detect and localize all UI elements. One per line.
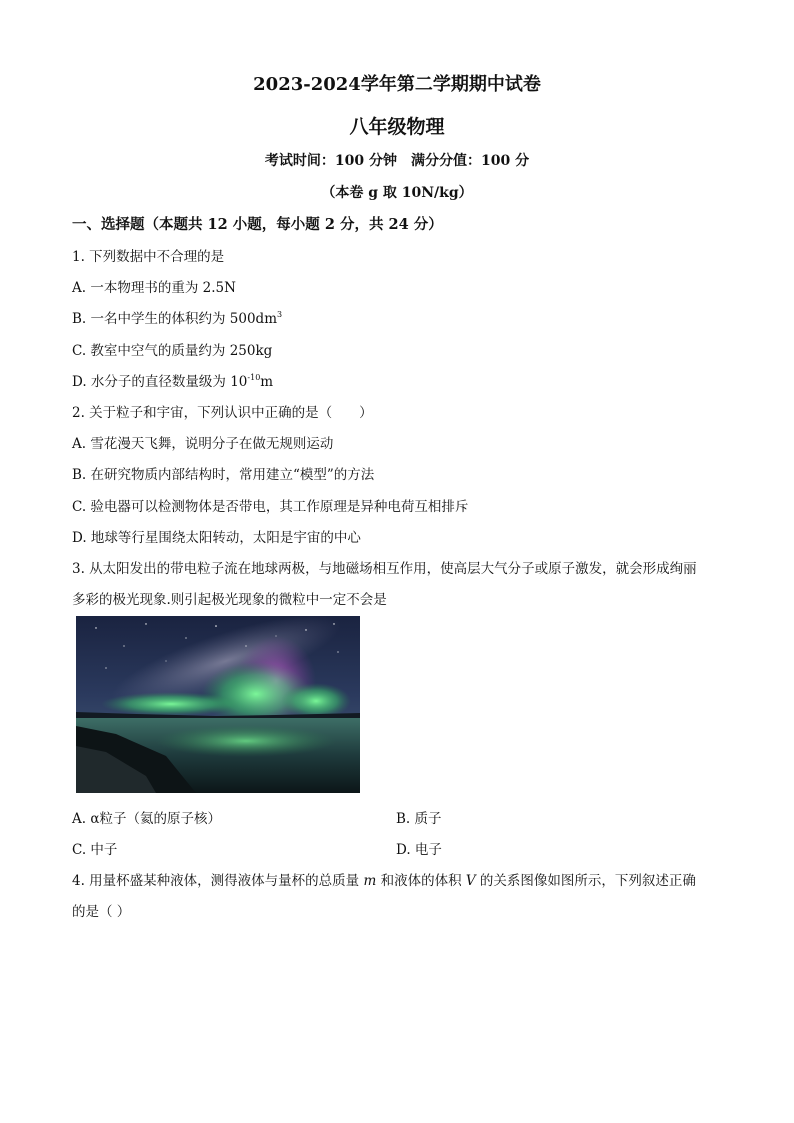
question-1-stem: 1. 下列数据中不合理的是	[72, 249, 225, 265]
question-2-option-b: B. 在研究物质内部结构时，常用建立“模型”的方法	[72, 467, 375, 483]
question-3-option-b: B. 质子	[396, 811, 442, 827]
variable-v: V	[465, 873, 476, 889]
exam-title: 2023-2024学年第二学期期中试卷	[253, 74, 541, 95]
stem-text: 4. 用量杯盛某种液体，测得液体与量杯的总质量	[72, 873, 364, 889]
aurora-photo	[76, 616, 360, 793]
exam-note: （本卷 g 取 10N/kg）	[321, 185, 473, 201]
option-d-text: D. 水分子的直径数量级为 10	[72, 374, 248, 390]
question-3-option-d: D. 电子	[396, 842, 442, 858]
variable-m: m	[363, 873, 377, 889]
question-3-option-c: C. 中子	[72, 842, 118, 858]
stem-text: 和液体的体积	[376, 873, 466, 889]
question-1-option-a: A. 一本物理书的重为 2.5N	[72, 280, 236, 296]
question-4-stem-line2: 的是（ ）	[72, 904, 131, 920]
superscript: -10	[247, 373, 261, 382]
stem-text: 的关系图像如图所示，下列叙述正确	[475, 873, 696, 889]
question-3-stem-line1: 3. 从太阳发出的带电粒子流在地球两极，与地磁场相互作用，使高层大气分子或原子激发，就会形成绚丽	[72, 561, 697, 577]
question-2-option-c: C. 验电器可以检测物体是否带电，其工作原理是异种电荷互相排斥	[72, 499, 469, 515]
question-1-option-c: C. 教室中空气的质量约为 250kg	[72, 343, 273, 359]
superscript: 3	[277, 310, 283, 319]
exam-subject: 八年级物理	[349, 116, 445, 138]
option-b-text: B. 一名中学生的体积约为 500dm	[72, 311, 278, 327]
section-heading: 一、选择题（本题共 12 小题，每小题 2 分，共 24 分）	[72, 216, 443, 233]
question-4-stem-line1	[72, 869, 696, 889]
option-d-unit: m	[260, 374, 274, 390]
question-2-stem: 2. 关于粒子和宇宙，下列认识中正确的是（ ）	[72, 405, 373, 421]
question-3-stem-line2: 多彩的极光现象.则引起极光现象的微粒中一定不会是	[72, 592, 387, 608]
question-1-option-b	[72, 307, 282, 327]
exam-info: 考试时间：100 分钟 满分分值：100 分	[264, 153, 530, 169]
question-3-option-a: A. α粒子（氦的原子核）	[72, 811, 221, 827]
question-1-option-d	[72, 370, 273, 390]
question-2-option-d: D. 地球等行星围绕太阳转动，太阳是宇宙的中心	[72, 530, 361, 546]
question-2-option-a: A. 雪花漫天飞舞，说明分子在做无规则运动	[72, 436, 334, 452]
